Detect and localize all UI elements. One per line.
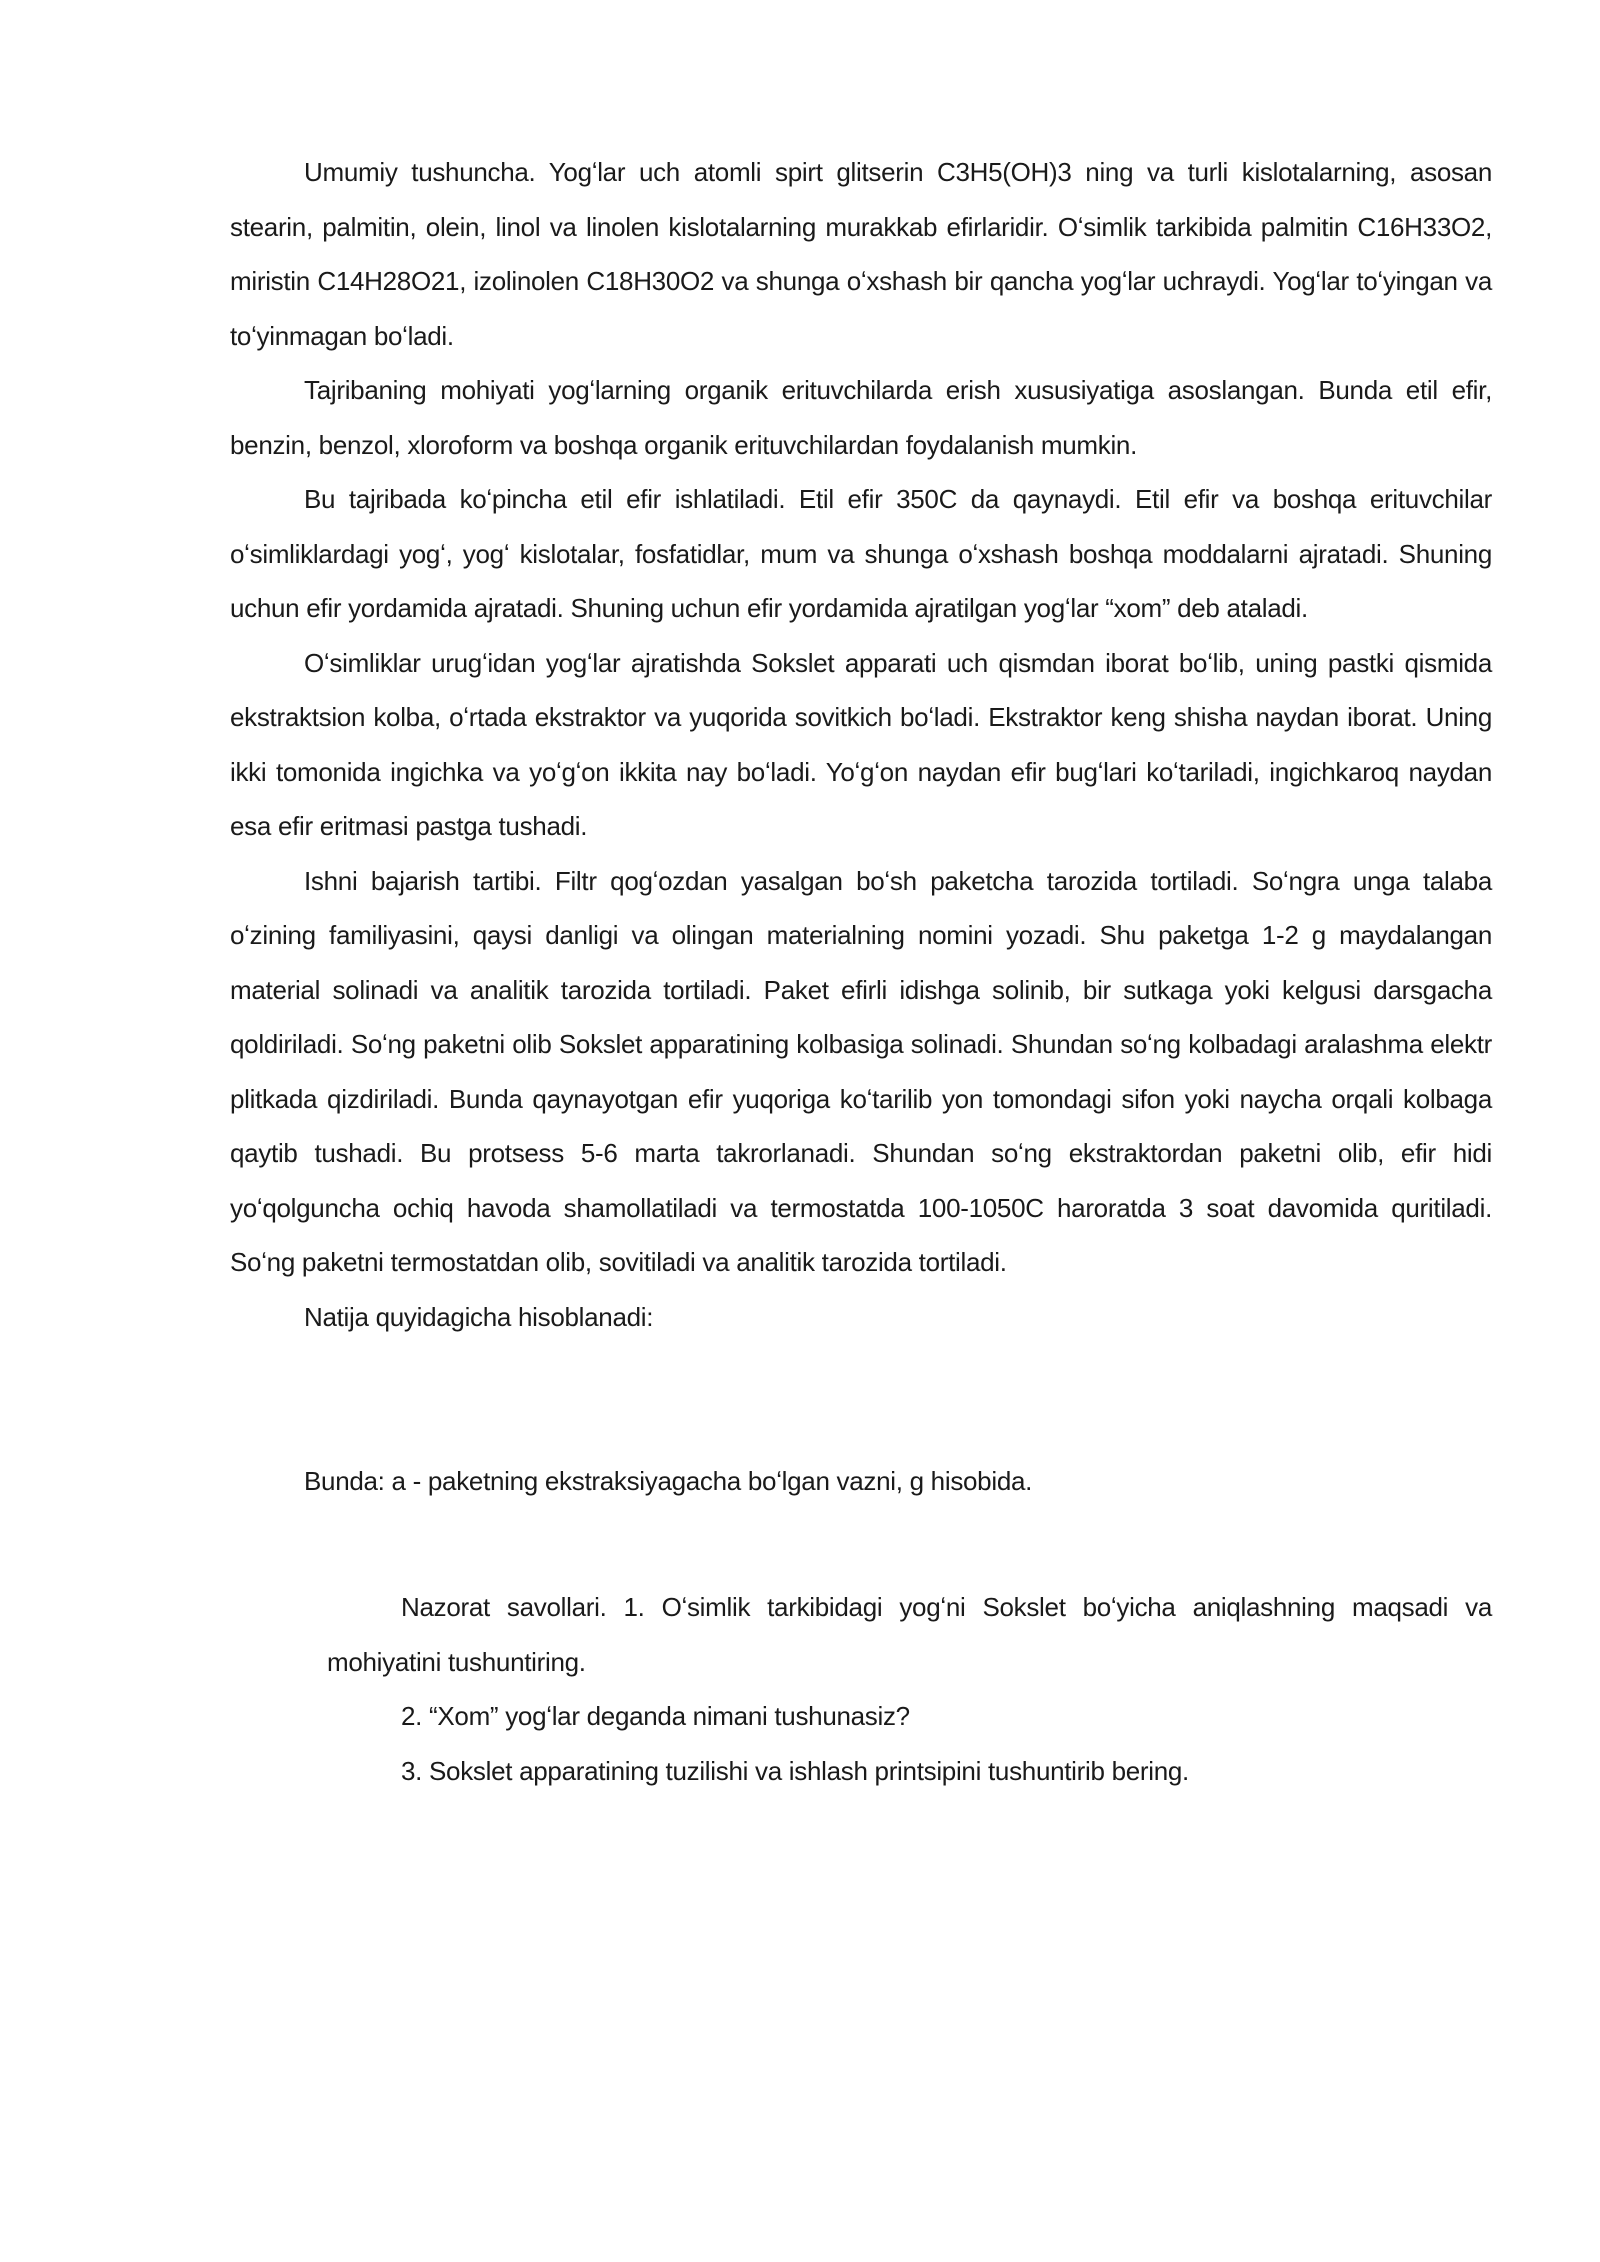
paragraph-sokslet-apparatus: Oʻsimliklar urugʻidan yogʻlar ajratishda Sokslet apparati uch qismdan iborat boʻlib, uning pastki qismida ekstraktsion kolba, oʻrtada ekstraktor va yuqorida sovitkich boʻladi. Ekstraktor keng shisha naydan iborat. Uning ikki tomonida ingichka va yoʻgʻon ikkita nay boʻladi. Yoʻgʻon naydan efir bugʻlari koʻtariladi, ingichkaroq naydan esa efir eritmasi pastga tushadi. — [230, 647, 1492, 841]
paragraph-general-concept: Umumiy tushuncha. Yogʻlar uch atomli spirt glitserin C3H5(OH)3 ning va turli kislotalarning, asosan stearin, palmitin, olein, linol va linolen kislotalarning murakkab efirlaridir. Oʻsimlik tarkibida palmitin C16H33O2, miristin C14H28O21, izolinolen C18H30O2 va shunga oʻxshash bir qancha yogʻlar uchraydi. Yogʻlar toʻyingan va toʻyinmagan boʻladi. — [230, 157, 1492, 351]
paragraph-ethyl-ether: Bu tajribada koʻpincha etil efir ishlatiladi. Etil efir 350C da qaynaydi. Etil efir va boshqa erituvchilar oʻsimliklardagi yogʻ, yogʻ kislotalar, fosfatidlar, mum va shunga oʻxshash boshqa moddalarni ajratadi. Shuning uchun efir yordamida ajratadi. Shuning uchun efir yordamida ajratilgan yogʻlar “xom” deb ataladi. — [230, 484, 1492, 623]
paragraph-procedure: Ishni bajarish tartibi. Filtr qogʻozdan yasalgan boʻsh paketcha tarozida tortiladi. Soʻngra unga talaba oʻzining familiyasini, qaysi danligi va olingan materialning nomini yozadi. Shu paketga 1-2 g maydalangan material solinadi va analitik tarozida tortiladi. Paket efirli idishga solinib, bir sutkaga yoki kelgusi darsgacha qoldiriladi. Soʻng paketni olib Sokslet apparatining kolbasiga solinadi. Shundan soʻng kolbadagi aralashma elektr plitkada qizdiriladi. Bunda qaynayotgan efir yuqoriga koʻtarilib yon tomondagi sifon yoki naycha orqali kolbaga qaytib tushadi. Bu protsess 5-6 marta takrorlanadi. Shundan soʻng ekstraktordan paketni olib, efir hidi yoʻqolguncha ochiq havoda shamollatiladi va termostatda 100-1050C haroratda 3 soat davomida quritiladi. Soʻng paketni termostatdan olib, sovitiladi va analitik tarozida tortiladi. — [230, 865, 1492, 1277]
control-questions — [327, 1580, 1492, 1798]
question-item: 2. “Xom” yogʻlar deganda nimani tushunasiz? — [401, 1701, 910, 1731]
paragraph-variable-definition: Bunda: a - paketning ekstraksiyagacha boʻlgan vazni, g hisobida. — [304, 1466, 1033, 1496]
document-body — [230, 145, 1492, 1509]
paragraph-result-calculation: Natija quyidagicha hisoblanadi: — [304, 1301, 654, 1332]
question-intro: Nazorat savollari. 1. Oʻsimlik tarkibidagi yogʻni Sokslet boʻyicha aniqlashning maqsadi va mohiyatini tushuntiring. — [327, 1592, 1492, 1677]
paragraph-experiment-essence: Tajribaning mohiyati yogʻlarning organik erituvchilarda erish xususiyatiga asoslangan. Bunda etil efir, benzin, benzol, xloroform va boshqa organik erituvchilardan foydalanish mumkin. — [230, 375, 1492, 460]
question-item: 3. Sokslet apparatining tuzilishi va ishlash printsipini tushuntirib bering. — [401, 1755, 1189, 1786]
